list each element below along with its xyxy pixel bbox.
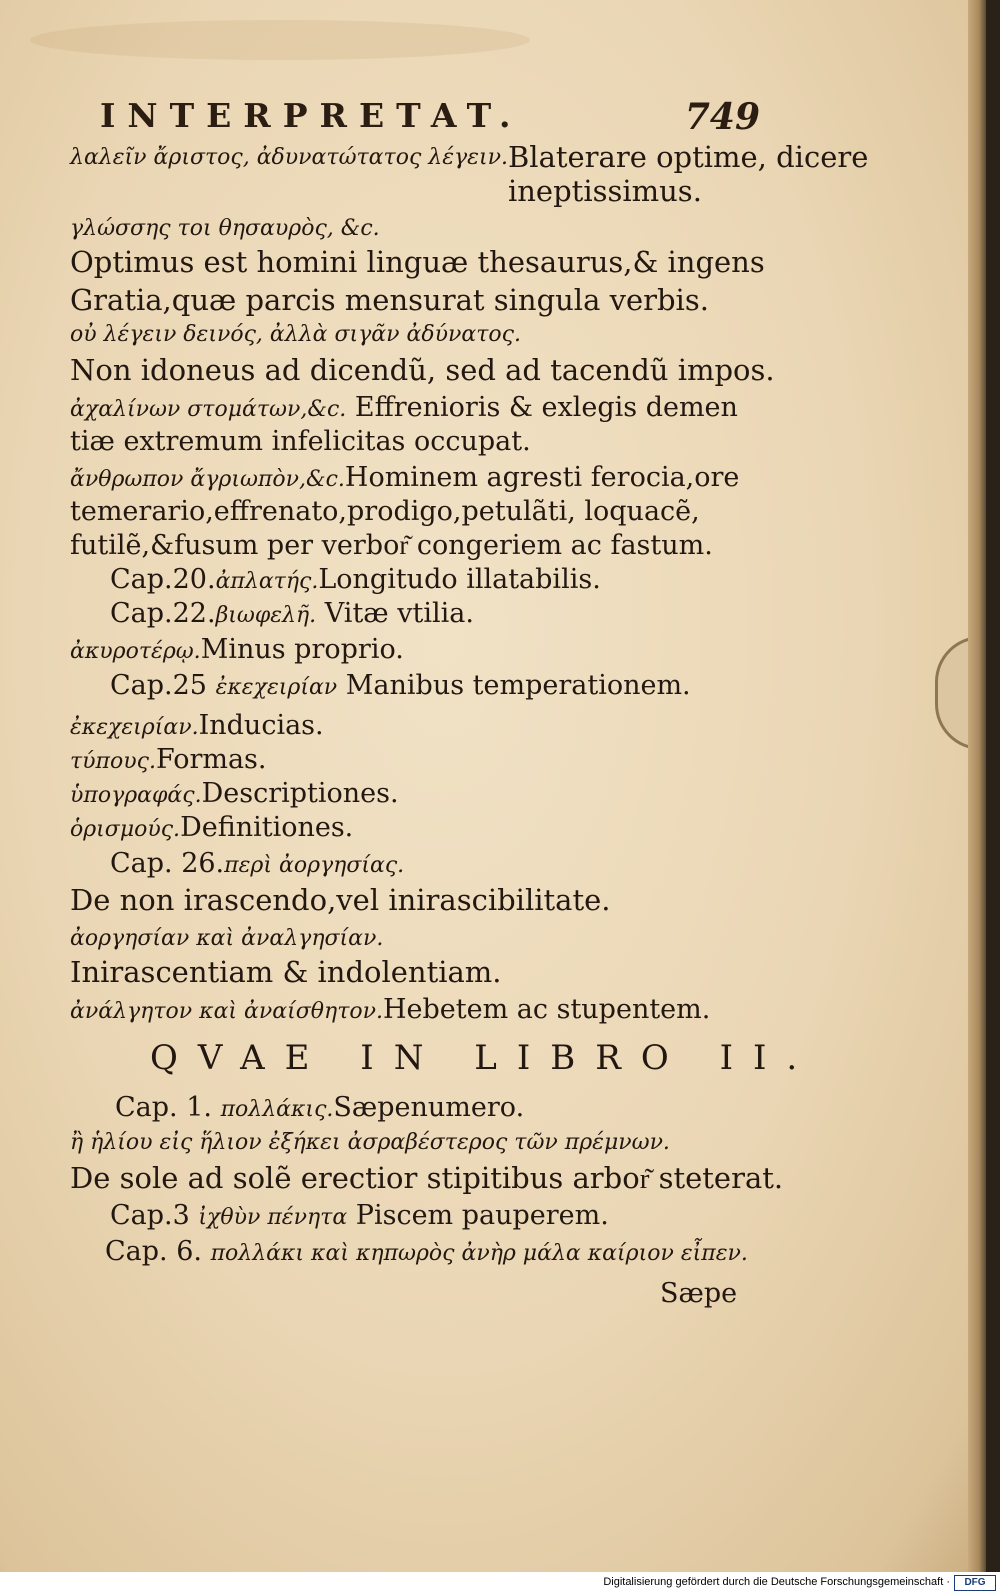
text-line	[70, 996, 710, 1023]
greek-text: πολλάκις.	[220, 1097, 334, 1122]
latin-line: Optimus est homini linguæ thesaurus,& ingens	[70, 245, 765, 279]
greek-line: οὐ λέγειν δεινός, ἀλλὰ σιγᾶν ἀδύνατος.	[70, 322, 521, 347]
chapter-ref: Cap.22.	[110, 598, 216, 629]
latin-text: Minus proprio.	[200, 634, 404, 665]
greek-text: ἰχθὺν πένητα	[198, 1205, 348, 1230]
chapter-ref: Cap.20.	[110, 564, 216, 595]
latin-text: Inducias.	[198, 710, 324, 741]
greek-text: ὑπογραφάς.	[70, 783, 202, 808]
greek-text: ἀχαλίνων στομάτων,&c.	[70, 397, 347, 422]
text-line	[70, 814, 353, 841]
chapter-ref: Cap. 1.	[115, 1092, 212, 1123]
text-line	[70, 712, 324, 739]
greek-text: ἀκυροτέρῳ.	[70, 639, 201, 664]
greek-text: πολλάκι καὶ κηπωρὸς ἀνὴρ μάλα καίριον εἶπεν.	[210, 1241, 748, 1266]
latin-text: Manibus temperationem.	[345, 670, 691, 701]
latin-line: Inirascentiam & indolentiam.	[70, 955, 502, 989]
latin-text: Hebetem ac stupentem.	[382, 994, 711, 1025]
latin-line: De non irascendo,vel inirascibilitate.	[70, 883, 611, 917]
latin-text: Vitæ vtilia.	[324, 598, 474, 629]
chapter-ref: Cap.3	[110, 1200, 190, 1231]
chapter-ref: Cap.25	[110, 670, 207, 701]
latin-line: Gratia,quæ parcis mensurat singula verbis.	[70, 283, 709, 317]
chapter-ref: Cap. 6.	[105, 1236, 202, 1267]
latin-text: Hominem agresti ferocia,ore	[344, 462, 740, 493]
greek-text: ἄνθρωπον ἄγριωπὸν,&c.	[70, 467, 345, 492]
paper-stain	[30, 20, 530, 60]
greek-text: ἐκεχειρίαν	[215, 675, 338, 700]
greek-line: ἀοργησίαν καὶ ἀναλγησίαν.	[70, 926, 384, 951]
page-number: 749	[684, 96, 760, 138]
chapter-line	[105, 1238, 748, 1265]
dfg-logo[interactable]: DFG	[954, 1575, 996, 1591]
greek-text: ἀπλατής.	[215, 569, 319, 594]
page-header	[100, 96, 760, 140]
chapter-line	[110, 850, 404, 877]
catchword: Sæpe	[660, 1278, 738, 1309]
latin-line: De sole ad solẽ erectior stipitibus arbor͂ steterat.	[70, 1161, 784, 1195]
greek-text: λαλεῖν ἄριστος, ἀδυνατώτατος λέγειν.	[70, 145, 508, 170]
greek-line: ἢ ἡλίου εἰς ἥλιον ἐξήκει ἀσραβέστερος τῶν πρέμνων.	[70, 1130, 670, 1155]
text-line	[70, 780, 399, 807]
latin-line: temerario,effrenato,prodigo,petulãti, loquacẽ,	[70, 496, 700, 527]
latin-text: Effrenioris & exlegis demen	[354, 392, 738, 423]
latin-line: futilẽ,&fusum per verbor͂ congeriem ac fastum.	[70, 530, 713, 561]
footer-credit: Digitalisierung gefördert durch die Deutsche Forschungsgemeinschaft ·	[603, 1576, 950, 1588]
greek-text: ἀνάλγητον καὶ ἀναίσθητον.	[70, 999, 383, 1024]
latin-line: tiæ extremum infelicitas occupat.	[70, 426, 531, 457]
greek-text: τύπους.	[70, 749, 156, 774]
latin-text: Piscem pauperem.	[355, 1200, 609, 1231]
chapter-line	[110, 1202, 609, 1229]
greek-text: ὁρισμούς.	[70, 817, 181, 842]
text-line	[70, 636, 404, 663]
latin-text: Sæpenumero.	[333, 1092, 525, 1123]
text-line	[70, 746, 267, 773]
greek-line: γλώσσης τοι θησαυρὸς, &c.	[70, 216, 380, 241]
running-head: INTERPRETAT.	[100, 96, 523, 135]
greek-text: βιωφελῆ.	[215, 603, 317, 628]
chapter-line	[110, 566, 601, 593]
latin-text: Definitiones.	[180, 812, 354, 843]
latin-text: Formas.	[155, 744, 267, 775]
latin-text: Blaterare optime, dicere ineptissimus.	[507, 140, 869, 208]
text-line	[70, 140, 928, 208]
page-edge	[968, 0, 986, 1572]
greek-text: περὶ ἀοργησίας.	[224, 853, 405, 878]
latin-line: Non idoneus ad dicendũ, sed ad tacendũ impos.	[70, 353, 775, 387]
latin-text: Longitudo illatabilis.	[318, 564, 601, 595]
text-line	[70, 464, 739, 491]
greek-text: ἐκεχειρίαν.	[70, 715, 199, 740]
footer-bar	[0, 1572, 1000, 1594]
latin-text: Descriptiones.	[201, 778, 399, 809]
text-line	[70, 394, 738, 421]
chapter-line	[110, 600, 474, 627]
chapter-line	[115, 1094, 524, 1121]
chapter-ref: Cap. 26.	[110, 848, 225, 879]
chapter-line	[110, 672, 691, 699]
section-heading: QVAE IN LIBRO II.	[150, 1038, 818, 1078]
